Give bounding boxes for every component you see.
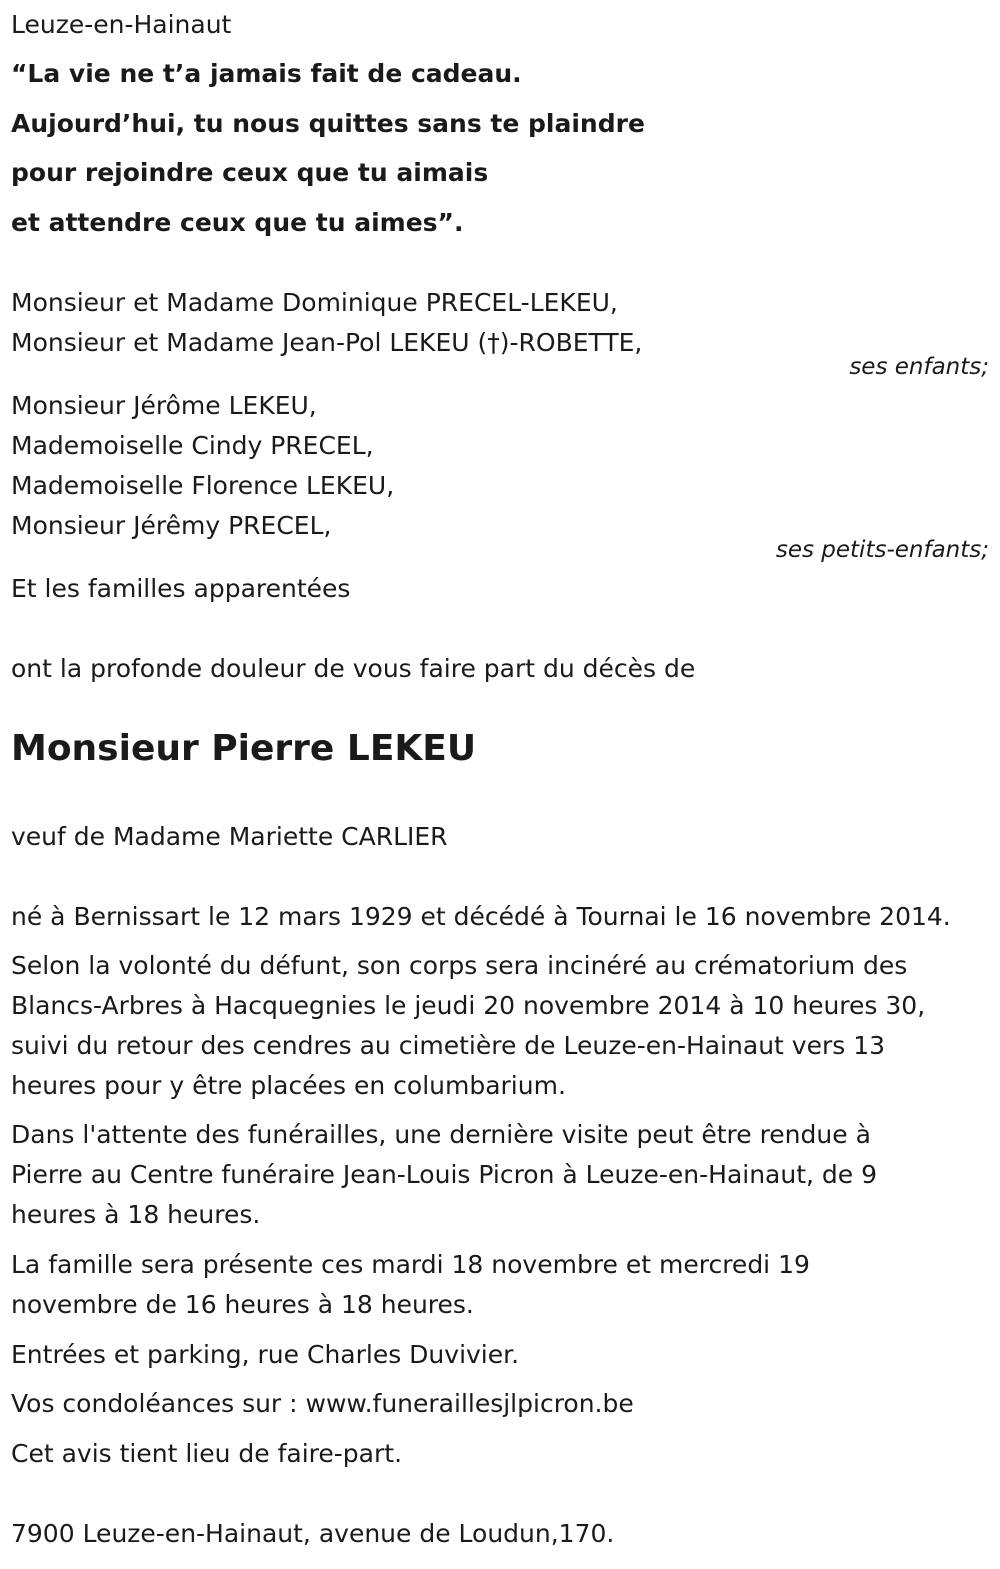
announcement-line: ont la profonde douleur de vous faire part du décès de	[11, 654, 696, 683]
quote-line-1: “La vie ne t’a jamais fait de cadeau.	[11, 59, 522, 88]
quote-line-4: et attendre ceux que tu aimes”.	[11, 208, 464, 237]
cremation-line-2: Blancs-Arbres à Hacquegnies le jeudi 20 novembre 2014 à 10 heures 30,	[11, 991, 926, 1020]
birth-death-line: né à Bernissart le 12 mars 1929 et décédé à Tournai le 16 novembre 2014.	[11, 902, 951, 931]
cremation-line-1: Selon la volonté du défunt, son corps sera incinéré au crématorium des	[11, 951, 908, 980]
visit-line-2: Pierre au Centre funéraire Jean-Louis Picron à Leuze-en-Hainaut, de 9	[11, 1160, 878, 1189]
place-header: Leuze-en-Hainaut	[11, 10, 232, 39]
visit-line-1: Dans l'attente des funérailles, une dernière visite peut être rendue à	[11, 1120, 871, 1149]
condolences-line: Vos condoléances sur : www.funeraillesjlpicron.be	[11, 1389, 634, 1418]
cremation-line-3: suivi du retour des cendres au cimetière de Leuze-en-Hainaut vers 13	[11, 1031, 886, 1060]
visit-line-3: heures à 18 heures.	[11, 1200, 261, 1229]
quote-line-3: pour rejoindre ceux que tu aimais	[11, 158, 489, 187]
notice-line: Cet avis tient lieu de faire-part.	[11, 1439, 403, 1468]
widower-line: veuf de Madame Mariette CARLIER	[11, 822, 448, 851]
grandchild-line-3: Mademoiselle Florence LEKEU,	[11, 471, 395, 500]
grandchild-line-4: Monsieur Jérêmy PRECEL,	[11, 511, 332, 540]
presence-line-2: novembre de 16 heures à 18 heures.	[11, 1290, 474, 1319]
children-label: ses enfants;	[849, 354, 989, 380]
presence-line-1: La famille sera présente ces mardi 18 novembre et mercredi 19	[11, 1250, 810, 1279]
relatives-line: Et les familles apparentées	[11, 574, 351, 603]
child-line-1: Monsieur et Madame Dominique PRECEL-LEKEU,	[11, 288, 618, 317]
quote-line-2: Aujourd’hui, tu nous quittes sans te plaindre	[11, 109, 645, 138]
parking-line: Entrées et parking, rue Charles Duvivier.	[11, 1340, 520, 1369]
grandchild-line-1: Monsieur Jérôme LEKEU,	[11, 391, 317, 420]
address-line: 7900 Leuze-en-Hainaut, avenue de Loudun,170.	[11, 1519, 615, 1548]
cremation-line-4: heures pour y être placées en columbarium.	[11, 1071, 566, 1100]
grandchildren-label: ses petits-enfants;	[775, 537, 989, 563]
child-line-2: Monsieur et Madame Jean-Pol LEKEU (†)-ROBETTE,	[11, 328, 643, 357]
grandchild-line-2: Mademoiselle Cindy PRECEL,	[11, 431, 374, 460]
deceased-name: Monsieur Pierre LEKEU	[11, 728, 477, 769]
